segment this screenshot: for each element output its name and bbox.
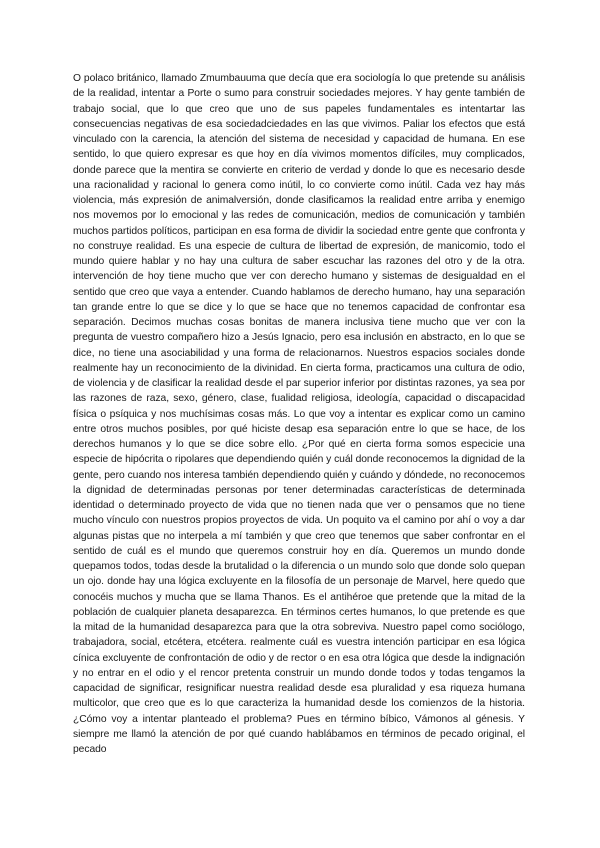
body-paragraph: O polaco británico, llamado Zmumbauuma que decía que era sociología lo que pretende su análisis de la realidad, intentar a Porte o sumo para construir sociedades mejores. Y hay gente también de trabajo social, que lo que creo que uno de sus papeles fundamentales es intentartar las consecuencias negativas de esa sociedadciedades en las que vivimos. Paliar los efectos que está vinculado con la carencia, la atención del sistema de necesidad y capacidad de humana. En ese sentido, lo que quiero expresar es que hoy en día vivimos momentos difíciles, muy complicados, donde parece que la mentira se convierte en criterio de verdad y donde lo que es necesario desde una racionalidad y racional lo genera como inútil, lo co convierte como inútil. Cada vez hay más violencia, más expresión de animalversión, donde clasificamos la realidad entre arriba y enemigo nos movemos por lo emocional y las redes de comunicación, medios de comunicación y también muchos partidos políticos, participan en esa forma de dividir la sociedad entre gente que confronta y no construye realidad. Es una especie de cultura de libertad de expresión, de manicomio, todo el mundo quiere hablar y no hay una cultura de saber escuchar las razones del otro y de la otra. intervención de hoy tiene mucho que ver con derecho humano y sistemas de desigualdad en el sentido que creo que vaya a entender. Cuando hablamos de derecho humano, hay una separación tan grande entre lo que se dice y lo que se hace que no tenemos capacidad de confrontar esa separación. Decimos muchas cosas bonitas de manera inclusiva tiene mucho que ver con la pregunta de vuestro compañero hizo a Jesús Ignacio, pero esa inclusión en abstracto, en lo que se dice, no tiene una asociabilidad y una forma de relacionarnos. Nuestros espacios sociales donde realmente hay un reconocimiento de la divinidad. En cierta forma, practicamos una cultura de odio, de violencia y de clasificar la realidad desde el par superior inferior por distintas razones, ya sea por las razones de raza, sexo, género, clase, fualidad religiosa, ideología, capacidad o discapacidad física o psíquica y nos muchísimas cosas más. Lo que voy a intentar es explicar como un camino entre otros muchos posibles, por qué hiciste desap esa separación entre lo que se hace, de los derechos humanos y lo que se dice sobre ello. ¿Por qué en cierta forma somos especicie una especie de hipócrita o ripolares que dependiendo quién y cuál donde reconocemos la dignidad de la gente, pero cuando nos interesa también dependiendo quién y cuándo y dóndede, no reconocemos la dignidad de determinadas personas por tener determinadas características de determinada identidad o determinado proyecto de vida que no tienen nada que ver o pensamos que no tiene mucho vínculo con nuestros propios proyectos de vida. Un poquito va el camino por ahí o voy a dar algunas pistas que no interpela a mí también y que creo que tenemos que saber confrontar en el sentido de cuál es el mundo que queremos construir hoy en día. Queremos un mundo donde quepamos todos, todas desde la brutalidad o la diferencia o un mundo solo que donde solo quepan un ojo. donde hay una lógica excluyente en la filosofía de un personaje de Marvel, here quedo que conocéis muchos y mucha que se llama Thanos. Es el antihéroe que pretende que la mitad de la población de cualquier planeta desaparezca. En términos certes humanos, lo que pretende es que la mitad de la humanidad desaparezca para que la otra sobreviva. Nuestro papel como sociólogo, trabajadora, social, etcétera, etcétera. realmente cuál es vuestra intención participar en esa lógica cínica excluyente de confrontación de odio y de rector o en esa otra lógica que desde la indignación y no entrar en el odio y el rencor pretenta construir un mundo donde todos y todas tengamos la capacidad de significar, resignificar nuestra realidad desde esa pluralidad y esa riqueza humana multicolor, que creo que es lo que caracteriza la humanidad desde los comienzos de la historia. ¿Cómo voy a intentar planteado el problema? Pues en término bíbico, Vámonos al génesis. Y siempre me llamó la atención de por qué cuando hablábamos en términos de pecado original, el pecado: [73, 73, 525, 755]
